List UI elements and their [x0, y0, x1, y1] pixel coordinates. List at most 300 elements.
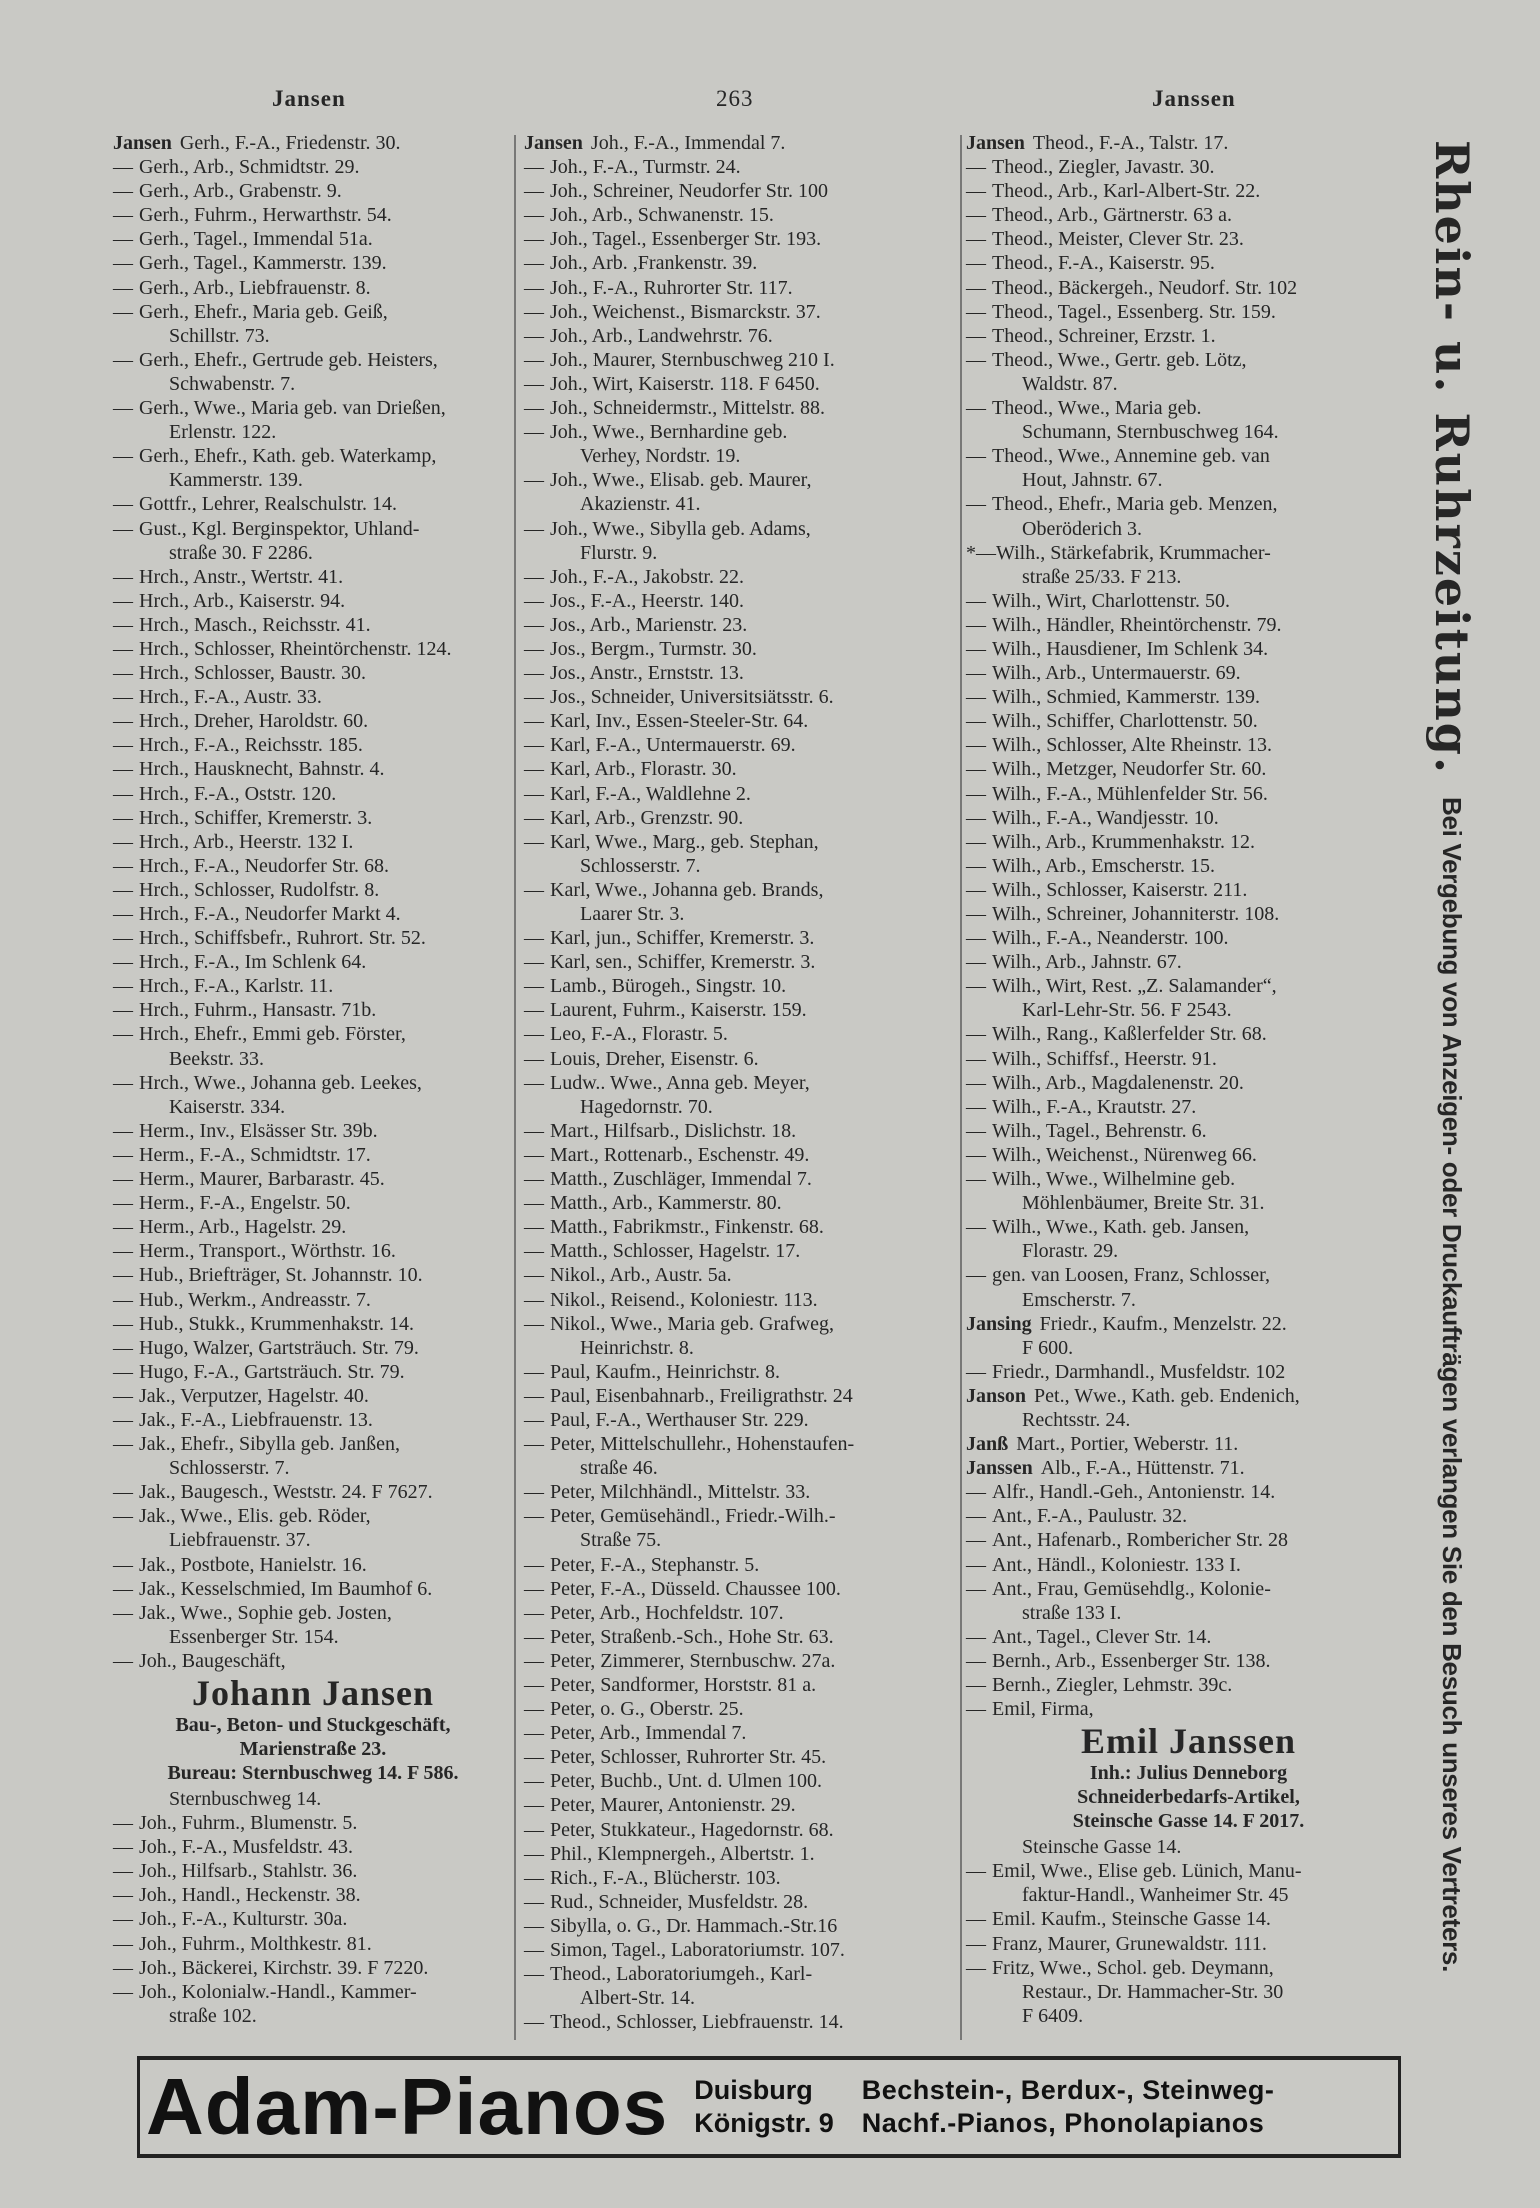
- ditto-dash: —: [966, 1023, 986, 1046]
- entry-line: [113, 1883, 513, 1907]
- ditto-dash: —: [966, 1071, 986, 1094]
- ditto-dash: —: [524, 782, 544, 805]
- entry-line: [524, 637, 956, 661]
- entry-line: [113, 1119, 513, 1143]
- entry-line: [113, 1859, 513, 1883]
- directory-entry: [113, 155, 513, 179]
- ditto-dash: —: [966, 1505, 986, 1528]
- entry-text: Peter, Buchb., Unt. d. Ulmen 100.: [550, 1770, 822, 1793]
- entry-text: Hrch., Hausknecht, Bahnstr. 4.: [139, 758, 385, 781]
- entry-text: Schlosserstr. 7.: [169, 1457, 290, 1480]
- ditto-dash: —: [524, 1914, 544, 1937]
- ditto-dash: —: [966, 397, 986, 420]
- ditto-dash: —: [524, 1601, 544, 1624]
- ditto-dash: —: [113, 565, 133, 588]
- directory-entry: [524, 1191, 956, 1215]
- ditto-dash: —: [113, 156, 133, 179]
- entry-text: Joh., Kolonialw.-Handl., Kammer-: [139, 1980, 417, 2003]
- entry-line: [966, 1456, 1411, 1480]
- directory-entry: [966, 757, 1411, 781]
- entry-line: [966, 1408, 1411, 1432]
- directory-entry: [966, 444, 1411, 492]
- entry-line: [966, 300, 1411, 324]
- entry-line: [524, 155, 956, 179]
- entry-text: Joh., Arb., Landwehrstr. 76.: [550, 324, 773, 347]
- entry-line: [113, 1577, 513, 1601]
- ditto-dash: —: [524, 927, 544, 950]
- entry-text: Wilh., F.-A., Mühlenfelder Str. 56.: [992, 782, 1268, 805]
- ditto-dash: —: [524, 1505, 544, 1528]
- entry-text: Beekstr. 33.: [169, 1047, 264, 1070]
- directory-entry: [113, 1336, 513, 1360]
- ditto-dash: —: [524, 1360, 544, 1383]
- entry-text: Schillstr. 73.: [169, 324, 270, 347]
- entry-line: [524, 324, 956, 348]
- directory-entry: [966, 1649, 1411, 1673]
- entry-line: [966, 444, 1411, 468]
- entry-line: [966, 420, 1411, 444]
- entry-text: Theod., Ziegler, Javastr. 30.: [992, 156, 1215, 179]
- entry-text: Jos., Schneider, Universitsiätsstr. 6.: [550, 686, 834, 709]
- entry-line: [524, 179, 956, 203]
- entry-line: [113, 1932, 513, 1956]
- entry-text: Joh., Schreiner, Neudorfer Str. 100: [550, 180, 829, 203]
- directory-entry: [113, 878, 513, 902]
- entry-line: [966, 1239, 1411, 1263]
- directory-entry: [113, 854, 513, 878]
- entry-text: Herm., Transport., Wörthstr. 16.: [139, 1240, 396, 1263]
- ditto-dash: —: [966, 589, 986, 612]
- directory-entry: [113, 1956, 513, 1980]
- ditto-dash: —: [966, 1553, 986, 1576]
- entry-text: Hrch., Arb., Kaiserstr. 94.: [139, 589, 346, 612]
- directory-entry: [966, 1456, 1411, 1480]
- entry-text: Karl, Inv., Essen-Steeler-Str. 64.: [550, 710, 809, 733]
- entry-text: Karl, Wwe., Johanna geb. Brands,: [550, 878, 824, 901]
- ditto-dash: —: [113, 1649, 133, 1672]
- directory-entry: [524, 661, 956, 685]
- entry-text: Theod., Wwe., Gertr. geb. Lötz,: [992, 348, 1247, 371]
- directory-entry: [113, 1191, 513, 1215]
- entry-line: [966, 1625, 1411, 1649]
- entry-line: [966, 1071, 1411, 1095]
- ditto-dash: —: [113, 348, 133, 371]
- entry-text: Theod., Meister, Clever Str. 23.: [992, 228, 1244, 251]
- directory-entry: [524, 1167, 956, 1191]
- directory-entry: [524, 998, 956, 1022]
- entry-line: [966, 830, 1411, 854]
- entry-text: Joh., Maurer, Sternbuschweg 210 I.: [550, 348, 835, 371]
- directory-entry: [524, 589, 956, 613]
- surname: Jansen: [966, 132, 1025, 154]
- entry-line: [113, 541, 513, 565]
- ditto-dash: —: [524, 1264, 544, 1287]
- entry-line: [966, 1673, 1411, 1697]
- entry-text: Hub., Briefträger, St. Johannstr. 10.: [139, 1264, 423, 1287]
- entry-text: Gerh., Ehefr., Gertrude geb. Heisters,: [139, 348, 438, 371]
- ditto-dash: —: [524, 1698, 544, 1721]
- ditto-dash: —: [966, 1047, 986, 1070]
- entry-text: Wilh., Schlosser, Kaiserstr. 211.: [992, 878, 1248, 901]
- ditto-dash: —: [113, 1932, 133, 1955]
- directory-entry: [113, 1263, 513, 1287]
- directory-entry: [966, 1553, 1411, 1577]
- running-head-right: Janssen: [1152, 86, 1236, 111]
- entry-line: [113, 1787, 513, 1811]
- entry-text: Karl, F.-A., Untermauerstr. 69.: [550, 734, 796, 757]
- column-divider: [514, 135, 516, 2040]
- entry-line: [524, 1071, 956, 1095]
- directory-entry: [524, 300, 956, 324]
- entry-text: Paul, Eisenbahnarb., Freiligrathstr. 24: [550, 1384, 853, 1407]
- directory-entry: [113, 1360, 513, 1384]
- entry-line: [113, 1649, 513, 1673]
- entry-line: [524, 1914, 956, 1938]
- entry-line: [524, 1962, 956, 1986]
- directory-entry: [113, 1215, 513, 1239]
- entry-line: [113, 830, 513, 854]
- entry-line: [113, 565, 513, 589]
- entry-text: Theod., Wwe., Annemine geb. van: [992, 445, 1270, 468]
- ditto-dash: —: [113, 1884, 133, 1907]
- ditto-dash: —: [524, 372, 544, 395]
- directory-entry: [524, 1071, 956, 1119]
- entry-line: [966, 517, 1411, 541]
- ditto-dash: —: [113, 1192, 133, 1215]
- directory-entry: [113, 926, 513, 950]
- ditto-dash: —: [524, 1192, 544, 1215]
- directory-entry: [524, 1697, 956, 1721]
- entry-text: Kaiserstr. 334.: [169, 1095, 286, 1118]
- entry-line: [966, 1143, 1411, 1167]
- entry-line: [966, 1215, 1411, 1239]
- entry-line: [113, 324, 513, 348]
- directory-entry: [524, 637, 956, 661]
- ditto-dash: —: [113, 397, 133, 420]
- ditto-dash: —: [524, 517, 544, 540]
- entry-line: [966, 541, 1411, 565]
- entry-text: Hrch., F.-A., Im Schlenk 64.: [139, 951, 367, 974]
- directory-entry: [966, 661, 1411, 685]
- directory-entry: [113, 565, 513, 589]
- directory-entry: [524, 1793, 956, 1817]
- entry-line: [113, 372, 513, 396]
- entry-text: Wilh., Händler, Rheintörchenstr. 79.: [992, 613, 1282, 636]
- entry-text: Joh., Fuhrm., Blumenstr. 5.: [139, 1812, 358, 1835]
- entry-text: Jak., Kesselschmied, Im Baumhof 6.: [139, 1577, 433, 1600]
- entry-text: Hrch., F.-A., Oststr. 120.: [139, 782, 337, 805]
- entry-text: Ant., Frau, Gemüsehdlg., Kolonie-: [992, 1577, 1271, 1600]
- entry-text: F 6409.: [1022, 2004, 1084, 2027]
- directory-entry: [524, 324, 956, 348]
- directory-entry: [113, 251, 513, 275]
- entry-text: Wilh., Hausdiener, Im Schlenk 34.: [992, 637, 1269, 660]
- ditto-dash: —: [966, 806, 986, 829]
- entry-text: Gerh., Tagel., Kammerstr. 139.: [139, 252, 387, 275]
- entry-text: Wilh., Wwe., Wilhelmine geb.: [992, 1168, 1236, 1191]
- directory-entry: [966, 1907, 1411, 1931]
- entry-text: Ludw.. Wwe., Anna geb. Meyer,: [550, 1071, 810, 1094]
- entry-line: [113, 2004, 513, 2028]
- ditto-dash: —: [113, 975, 133, 998]
- entry-text: Joh., F.-A., Immendal 7.: [590, 132, 786, 154]
- directory-entry: [966, 324, 1411, 348]
- entry-text: Alb., F.-A., Hüttenstr. 71.: [1040, 1457, 1245, 1480]
- entry-line: [966, 757, 1411, 781]
- entry-text: Hrch., Ehefr., Emmi geb. Förster,: [139, 1023, 406, 1046]
- directory-entry: [113, 1577, 513, 1601]
- entry-text: Jos., Arb., Marienstr. 23.: [550, 613, 748, 636]
- entry-text: Paul, F.-A., Werthauser Str. 229.: [550, 1408, 809, 1431]
- ditto-dash: —: [113, 1119, 133, 1142]
- directory-entry: [113, 396, 513, 444]
- directory-entry: [113, 1553, 513, 1577]
- entry-line: [524, 1769, 956, 1793]
- directory-entry: [966, 1859, 1411, 1907]
- directory-entry: [524, 1263, 956, 1287]
- directory-entry: [966, 733, 1411, 757]
- entry-line: [966, 2004, 1411, 2028]
- ditto-dash: —: [524, 1047, 544, 1070]
- ditto-dash: —: [524, 276, 544, 299]
- entry-text: Wilh., F.-A., Neanderstr. 100.: [992, 927, 1229, 950]
- entry-line: [966, 782, 1411, 806]
- entry-text: Peter, Gemüsehändl., Friedr.-Wilh.-: [550, 1505, 836, 1528]
- entry-text: Jak., Wwe., Elis. geb. Röder,: [139, 1505, 371, 1528]
- entry-line: [524, 131, 956, 155]
- entry-text: Peter, Straßenb.-Sch., Hohe Str. 63.: [550, 1625, 834, 1648]
- ditto-dash: —: [966, 300, 986, 323]
- entry-line: [113, 1907, 513, 1931]
- ad-address: Königstr. 9: [694, 2108, 834, 2138]
- entry-text: Jak., Wwe., Sophie geb. Josten,: [139, 1601, 392, 1624]
- entry-line: [524, 1745, 956, 1769]
- ditto-dash: —: [113, 1433, 133, 1456]
- directory-entry: [966, 541, 1411, 589]
- ditto-dash: —: [524, 1481, 544, 1504]
- ditto-dash: —: [113, 1860, 133, 1883]
- directory-entry: [966, 637, 1411, 661]
- directory-entry: [966, 276, 1411, 300]
- directory-entry: [113, 613, 513, 637]
- ditto-dash: —: [524, 300, 544, 323]
- entry-line: [524, 300, 956, 324]
- entry-text: Ant., F.-A., Paulustr. 32.: [992, 1505, 1188, 1528]
- directory-entry: [113, 782, 513, 806]
- directory-entry: [524, 1288, 956, 1312]
- ditto-dash: —: [966, 1168, 986, 1191]
- directory-entry: [524, 1312, 956, 1360]
- directory-entry: [524, 878, 956, 926]
- entry-text: Peter, F.-A., Stephanstr. 5.: [550, 1553, 760, 1576]
- ditto-dash: —: [524, 830, 544, 853]
- entry-text: Wilh., Schreiner, Johanniterstr. 108.: [992, 903, 1280, 925]
- ditto-dash: —: [524, 1553, 544, 1576]
- ditto-dash: —: [524, 975, 544, 998]
- entry-line: [524, 974, 956, 998]
- directory-entry: [966, 131, 1411, 155]
- entry-line: [113, 1336, 513, 1360]
- entry-text: Albert-Str. 14.: [580, 1987, 695, 2010]
- entry-line: [113, 1480, 513, 1504]
- entry-line: [966, 155, 1411, 179]
- ditto-dash: —: [524, 951, 544, 974]
- directory-entry: [966, 179, 1411, 203]
- directory-entry: [966, 878, 1411, 902]
- entry-line: [524, 2010, 956, 2034]
- entry-text: Essenberger Str. 154.: [169, 1625, 339, 1648]
- directory-entry: [113, 757, 513, 781]
- entry-line: [113, 950, 513, 974]
- entry-text: Bernh., Ziegler, Lehmstr. 39c.: [992, 1674, 1233, 1696]
- entry-text: Schlosserstr. 7.: [580, 854, 701, 877]
- entry-text: Peter, o. G., Oberstr. 25.: [550, 1698, 744, 1721]
- directory-entry: [113, 1143, 513, 1167]
- entry-line: [113, 589, 513, 613]
- entry-line: [524, 348, 956, 372]
- entry-text: Alfr., Handl.-Geh., Antonienstr. 14.: [992, 1481, 1276, 1504]
- entry-text: Joh., Tagel., Essenberger Str. 193.: [550, 228, 822, 251]
- directory-entry: [966, 1167, 1411, 1215]
- entry-line: [966, 179, 1411, 203]
- directory-entry: [524, 1818, 956, 1842]
- ditto-dash: —: [113, 252, 133, 275]
- directory-entry: [524, 1866, 956, 1890]
- ad-title: Johann Jansen: [191, 1673, 435, 1713]
- directory-entry: [966, 251, 1411, 275]
- ditto-dash: —: [524, 662, 544, 685]
- entry-text: Joh., Schneidermstr., Mittelstr. 88.: [550, 397, 825, 420]
- entry-text: Jos., Anstr., Ernststr. 13.: [550, 662, 744, 685]
- entry-line: [113, 227, 513, 251]
- directory-entry: [524, 420, 956, 468]
- entry-text: Joh., Weichenst., Bismarckstr. 37.: [550, 300, 821, 323]
- entry-line: [113, 300, 513, 324]
- entry-line: [966, 348, 1411, 372]
- entry-text: Hrch., Schiffer, Kremerstr. 3.: [139, 806, 373, 829]
- entry-text: Karl, Wwe., Marg., geb. Stephan,: [550, 830, 819, 853]
- entry-line: [524, 733, 956, 757]
- directory-entry: [524, 1408, 956, 1432]
- entry-line: [524, 1938, 956, 1962]
- entry-line: [966, 709, 1411, 733]
- entry-text: Hub., Stukk., Krummenhakstr. 14.: [139, 1312, 414, 1335]
- surname: Jansen: [524, 132, 583, 154]
- entry-text: Joh., Bäckerei, Kirchstr. 39. F 7220.: [139, 1956, 429, 1979]
- entry-text: straße 30. F 2286.: [169, 541, 313, 564]
- ditto-dash: —: [524, 1071, 544, 1094]
- entry-line: [966, 1119, 1411, 1143]
- ditto-dash: —: [966, 1119, 986, 1142]
- directory-entry: [524, 1745, 956, 1769]
- directory-entry: [966, 1480, 1411, 1504]
- entry-text: Schumann, Sternbuschweg 164.: [1022, 421, 1279, 444]
- directory-entry: [966, 926, 1411, 950]
- entry-text: Joh., F.-A., Jakobstr. 22.: [550, 565, 744, 588]
- entry-line: [113, 685, 513, 709]
- column-divider: [960, 135, 962, 2040]
- directory-entry: [524, 1601, 956, 1625]
- ditto-dash: —: [113, 493, 133, 516]
- entry-line: [966, 1553, 1411, 1577]
- entry-text: Wilh., Stärkefabrik, Krummacher-: [996, 541, 1271, 564]
- directory-entry: [966, 1835, 1411, 1859]
- directory-entry: [113, 1932, 513, 1956]
- ad-products: [862, 2074, 1275, 2140]
- directory-entry: [113, 1649, 513, 1673]
- ditto-dash: —: [524, 1312, 544, 1335]
- directory-entry: [524, 131, 956, 155]
- ditto-dash: —: [113, 927, 133, 950]
- entry-text: Hrch., Fuhrm., Hansastr. 71b.: [139, 999, 377, 1022]
- surname: Janssen: [966, 1457, 1033, 1480]
- ditto-dash: —: [524, 1842, 544, 1865]
- directory-entry: [524, 806, 956, 830]
- entry-line: [966, 396, 1411, 420]
- directory-entry: [524, 1649, 956, 1673]
- entry-line: [966, 276, 1411, 300]
- entry-line: [966, 1360, 1411, 1384]
- entry-text: Emil, Wwe., Elise geb. Lünich, Manu-: [992, 1860, 1302, 1883]
- entry-text: straße 133 I.: [1022, 1601, 1122, 1624]
- entry-line: [524, 1721, 956, 1745]
- entry-line: [966, 468, 1411, 492]
- directory-entry: [524, 950, 956, 974]
- ditto-dash: —: [966, 180, 986, 203]
- directory-entry: [113, 589, 513, 613]
- entry-text: Herm., F.-A., Schmidtstr. 17.: [139, 1143, 371, 1166]
- ditto-dash: —: [524, 1240, 544, 1263]
- ditto-dash: —: [524, 878, 544, 901]
- entry-text: Joh., Wwe., Bernhardine geb.: [550, 421, 788, 444]
- entry-text: Hrch., Schlosser, Baustr. 30.: [139, 662, 366, 685]
- ditto-dash: —: [113, 1408, 133, 1431]
- directory-entry: [113, 1504, 513, 1552]
- entry-text: Flurstr. 9.: [580, 541, 658, 564]
- ad-brand: Adam-Pianos: [146, 2062, 669, 2151]
- entry-text: Louis, Dreher, Eisenstr. 6.: [550, 1047, 759, 1070]
- ditto-dash: *—: [966, 541, 996, 564]
- directory-entry: [524, 1022, 956, 1046]
- entry-line: [524, 1528, 956, 1552]
- directory-entry: [524, 155, 956, 179]
- directory-entry: [966, 1956, 1411, 2028]
- entry-line: [966, 1312, 1411, 1336]
- ditto-dash: —: [113, 1812, 133, 1835]
- directory-entry: [113, 1239, 513, 1263]
- entry-text: Hagedornstr. 70.: [580, 1095, 713, 1118]
- entry-line: [113, 1980, 513, 2004]
- entry-text: Gerh., Ehefr., Maria geb. Geiß,: [139, 300, 388, 323]
- entry-text: Jak., F.-A., Liebfrauenstr. 13.: [139, 1408, 373, 1431]
- directory-entry: [966, 613, 1411, 637]
- ditto-dash: —: [113, 1023, 133, 1046]
- directory-entry: [966, 902, 1411, 926]
- entry-text: Wilh., Arb., Magdalenenstr. 20.: [992, 1071, 1244, 1094]
- entry-text: Hugo, Walzer, Gartsträuch. Str. 79.: [139, 1336, 419, 1359]
- directory-entry: [966, 782, 1411, 806]
- ditto-dash: —: [113, 758, 133, 781]
- entry-text: Theod., F.-A., Kaiserstr. 95.: [992, 252, 1215, 275]
- entry-text: Matth., Arb., Kammerstr. 80.: [550, 1192, 782, 1215]
- directory-entry: [113, 1119, 513, 1143]
- entry-text: Wilh., Wirt, Rest. „Z. Salamander“,: [992, 975, 1277, 998]
- entry-line: [966, 1263, 1411, 1287]
- entry-line: [524, 1143, 956, 1167]
- entry-text: Gerh., Arb., Liebfrauenstr. 8.: [139, 276, 371, 299]
- ditto-dash: —: [524, 348, 544, 371]
- entry-text: Gottfr., Lehrer, Realschulstr. 14.: [139, 493, 398, 516]
